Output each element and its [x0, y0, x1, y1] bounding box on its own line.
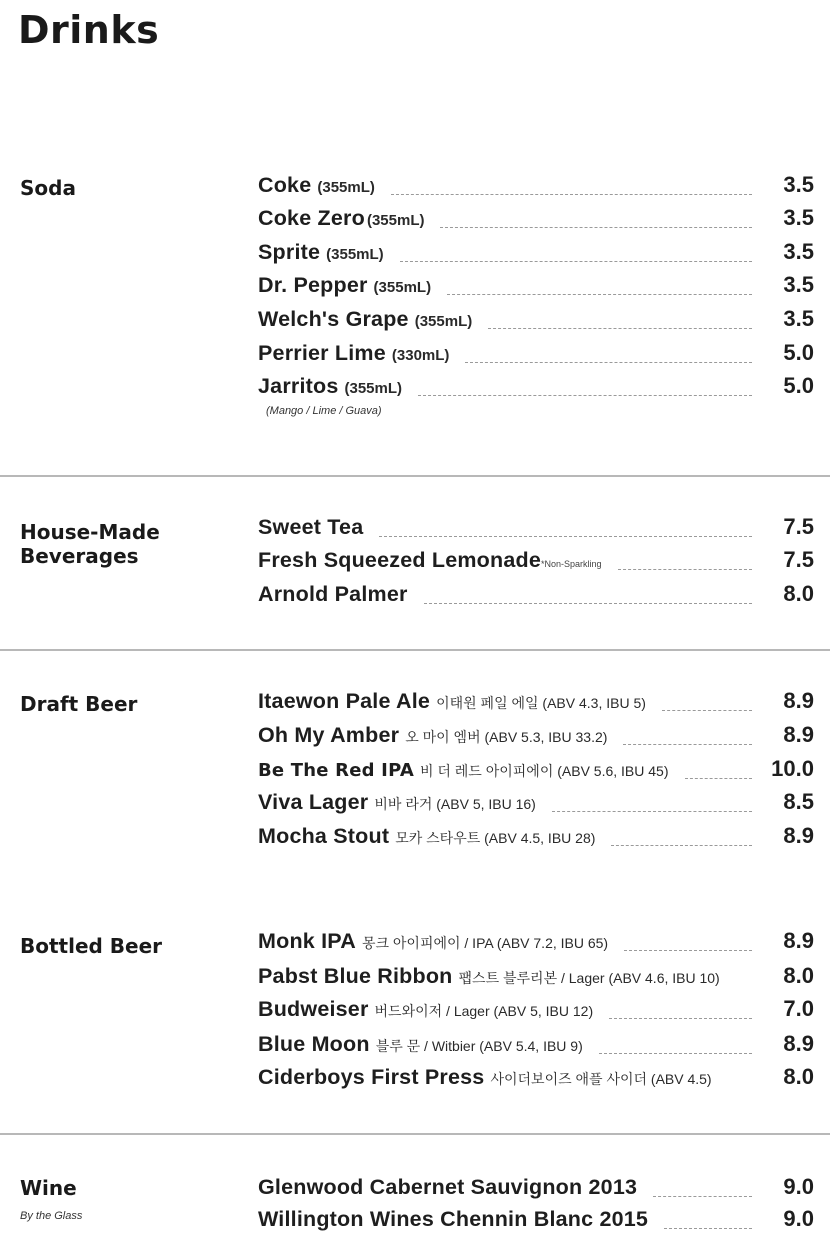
dot-leader: [447, 294, 752, 295]
dot-leader: [379, 536, 752, 537]
dot-leader: [391, 194, 752, 195]
item-name: Ciderboys First Press: [258, 1065, 485, 1089]
menu-item: [258, 340, 814, 373]
item-name: Oh My Amber: [258, 723, 400, 747]
dot-leader: [728, 1086, 752, 1087]
section-label-line: House-Made: [20, 520, 160, 544]
dot-leader: [552, 811, 752, 812]
menu-item: [258, 928, 814, 961]
section-divider: [0, 475, 830, 477]
item-name: Welch's Grape: [258, 307, 409, 331]
menu-item: [258, 1174, 814, 1207]
item-name: Viva Lager: [258, 790, 369, 814]
item-size: (355mL): [344, 380, 403, 397]
item-name: Glenwood Cabernet Sauvignon 2013: [258, 1175, 638, 1199]
item-name: Arnold Palmer: [258, 582, 408, 606]
item-detail: 오 마이 엠버 (ABV 5.3, IBU 33.2): [405, 729, 608, 745]
item-price: 3.5: [783, 205, 814, 230]
item-price: 7.5: [783, 514, 814, 539]
item-detail: 비 더 레드 아이피에이 (ABV 5.6, IBU 45): [419, 763, 669, 779]
menu-item: [258, 172, 814, 205]
item-price: 8.5: [783, 789, 814, 814]
menu-item: [258, 823, 814, 856]
item-price: 5.0: [783, 373, 814, 398]
dot-leader: [653, 1196, 752, 1197]
menu-item: [258, 688, 814, 721]
dot-leader: [599, 1053, 752, 1054]
dot-leader: [424, 603, 752, 604]
item-detail: 버드와이저 / Lager (ABV 5, IBU 12): [374, 1003, 594, 1019]
item-size: (355mL): [366, 212, 425, 229]
section-label-bottled-beer: Bottled Beer: [20, 934, 163, 958]
item-price: 8.9: [783, 823, 814, 848]
dot-leader: [400, 261, 752, 262]
menu-item: [258, 306, 814, 339]
dot-leader: [623, 744, 752, 745]
item-price: 10.0: [771, 756, 814, 781]
item-name: Budweiser: [258, 997, 369, 1021]
section-label-line: Beverages: [20, 544, 139, 568]
item-size: (355mL): [373, 279, 432, 296]
item-name: Coke: [258, 173, 312, 197]
menu-item: [258, 373, 814, 406]
item-size: (355mL): [414, 313, 473, 330]
menu-item: [258, 756, 814, 789]
item-price: 3.5: [783, 172, 814, 197]
menu-item: [258, 722, 814, 755]
item-name: Sweet Tea: [258, 515, 364, 539]
menu-item: [258, 996, 814, 1029]
item-name: Sprite: [258, 240, 321, 264]
item-detail: 팹스트 블루리본 / Lager (ABV 4.6, IBU 10): [458, 970, 720, 986]
item-name: Be The Red IPA: [258, 760, 414, 781]
item-price: 9.0: [783, 1206, 814, 1231]
item-name: Fresh Squeezed Lemonade: [258, 548, 541, 572]
item-name: Mocha Stout: [258, 824, 390, 848]
item-detail: 블루 문 / Witbier (ABV 5.4, IBU 9): [375, 1038, 583, 1054]
item-name: Dr. Pepper: [258, 273, 368, 297]
item-price: 8.0: [783, 1064, 814, 1089]
item-price: 9.0: [783, 1174, 814, 1199]
section-divider: [0, 649, 830, 651]
item-price: 8.0: [783, 581, 814, 606]
menu-item: [258, 514, 814, 547]
item-name: Coke Zero: [258, 206, 365, 230]
menu-item: [258, 963, 814, 996]
item-name: Itaewon Pale Ale: [258, 689, 431, 713]
dot-leader: [488, 328, 752, 329]
item-detail: 사이더보이즈 애플 사이더 (ABV 4.5): [490, 1071, 712, 1087]
section-label-wine: Wine: [20, 1176, 77, 1200]
item-detail: 비바 라거 (ABV 5, IBU 16): [374, 796, 536, 812]
item-name: Blue Moon: [258, 1032, 370, 1056]
item-name: Monk IPA: [258, 929, 356, 953]
item-price: 8.0: [783, 963, 814, 988]
dot-leader: [418, 395, 752, 396]
item-size: (330mL): [391, 347, 450, 364]
item-price: 7.5: [783, 547, 814, 572]
dot-leader: [618, 569, 752, 570]
item-price: 3.5: [783, 239, 814, 264]
section-label-soda: Soda: [20, 176, 76, 200]
menu-item: [258, 1064, 814, 1097]
item-price: 3.5: [783, 272, 814, 297]
menu-item: [258, 1206, 814, 1239]
menu-item: [258, 272, 814, 305]
item-name: Jarritos: [258, 374, 339, 398]
dot-leader: [664, 1228, 752, 1229]
dot-leader: [624, 950, 752, 951]
item-size: (355mL): [326, 246, 384, 263]
menu-item: [258, 1031, 814, 1064]
section-sublabel-wine: By the Glass: [20, 1210, 83, 1222]
item-price: 7.0: [783, 996, 814, 1021]
dot-leader: [609, 1018, 752, 1019]
section-divider: [0, 1133, 830, 1135]
section-label-draft-beer: Draft Beer: [20, 692, 138, 716]
menu-item: [258, 547, 814, 580]
menu-item: [258, 581, 814, 614]
menu-item: [258, 789, 814, 822]
dot-leader: [736, 985, 752, 986]
page-title: Drinks: [18, 8, 160, 52]
flavor-note: (Mango / Lime / Guava): [266, 405, 382, 417]
item-name: Pabst Blue Ribbon: [258, 964, 453, 988]
dot-leader: [440, 227, 752, 228]
item-name: Perrier Lime: [258, 341, 386, 365]
menu-item: [258, 239, 814, 272]
item-price: 8.9: [783, 1031, 814, 1056]
item-note: *Non-Sparkling: [540, 559, 602, 569]
section-label-house-made: [20, 520, 160, 568]
item-price: 8.9: [783, 688, 814, 713]
dot-leader: [662, 710, 752, 711]
item-size: (355mL): [317, 179, 375, 196]
item-detail: 몽크 아이피에이 / IPA (ABV 7.2, IBU 65): [361, 935, 609, 951]
dot-leader: [465, 362, 752, 363]
item-name: Willington Wines Chennin Blanc 2015: [258, 1207, 649, 1231]
item-price: 5.0: [783, 340, 814, 365]
dot-leader: [685, 778, 753, 779]
item-price: 8.9: [783, 722, 814, 747]
menu-item: [258, 205, 814, 238]
item-detail: 이태원 페일 에일 (ABV 4.3, IBU 5): [436, 695, 646, 711]
item-price: 3.5: [783, 306, 814, 331]
item-detail: 모카 스타우트 (ABV 4.5, IBU 28): [395, 830, 596, 846]
item-price: 8.9: [783, 928, 814, 953]
dot-leader: [611, 845, 752, 846]
